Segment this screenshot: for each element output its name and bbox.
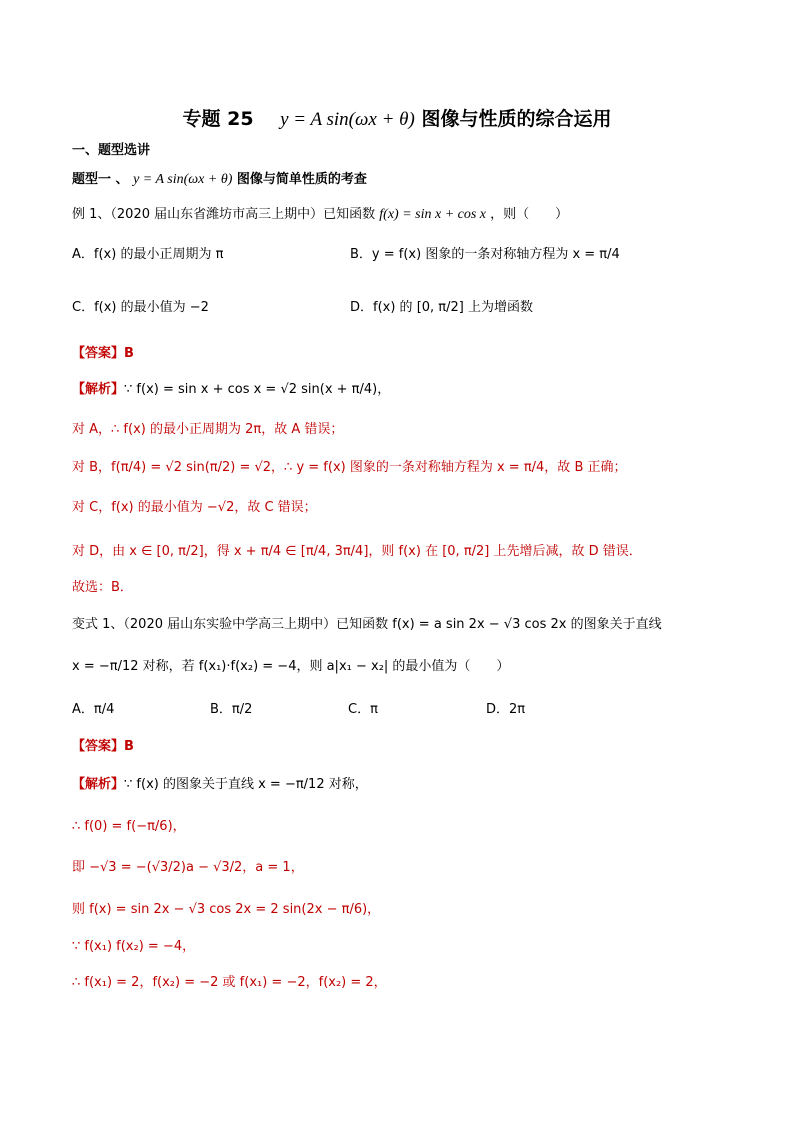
var1-analysis-text-1: ∵ f(x) 的图象关于直线 x = −π/12 对称， xyxy=(124,777,368,792)
ex1-stem-formula: f(x) = sin x + cos x xyxy=(379,207,487,222)
ex1-option-a: A．f(x) 的最小正周期为 π xyxy=(72,247,224,262)
ex1-answer: 【答案】B xyxy=(72,346,134,361)
document-title xyxy=(0,104,794,131)
ex1-option-b: B．y = f(x) 图象的一条对称轴方程为 x = π/4 xyxy=(350,247,620,262)
var1-answer: 【答案】B xyxy=(72,739,134,754)
var1-analysis-line-2: ∴ f(0) = f(−π/6)， xyxy=(72,819,186,834)
var1-option-b: B．π/2 xyxy=(210,702,253,717)
example-1-stem xyxy=(72,205,568,225)
var1-analysis-line-4: 则 f(x) = sin 2x − √3 cos 2x = 2 sin(2x − π/6)， xyxy=(72,902,381,917)
ex1-analysis-line-2: 对 A，∴ f(x) 的最小正周期为 2π，故 A 错误； xyxy=(72,422,344,437)
var1-option-d: D．2π xyxy=(486,702,526,717)
question-type-heading xyxy=(72,170,367,190)
ex1-option-c: C．f(x) 的最小值为 −2 xyxy=(72,300,209,315)
var1-analysis-line-3: 即 −√3 = −(√3/2)a − √3/2，a = 1， xyxy=(72,860,304,875)
var1-option-a: A．π/4 xyxy=(72,702,115,717)
title-suffix: 图像与性质的综合运用 xyxy=(421,108,612,130)
type-formula: y = A sin(ωx + θ) xyxy=(133,172,233,187)
variant-1-stem-line-1: 变式 1、（2020 届山东实验中学高三上期中）已知函数 f(x) = a sin 2x − √3 cos 2x 的图象关于直线 xyxy=(72,617,662,632)
title-formula: y = A sin(ωx + θ) xyxy=(280,109,415,130)
ex1-option-d: D．f(x) 的 [0, π/2] 上为增函数 xyxy=(350,300,533,315)
var1-analysis-line-5: ∵ f(x₁) f(x₂) = −4， xyxy=(72,939,196,954)
variant-1-stem-line-2: x = −π/12 对称，若 f(x₁)·f(x₂) = −4，则 a|x₁ − x₂| 的最小值为（ ） xyxy=(72,659,510,674)
section-heading: 一、题型选讲 xyxy=(72,143,151,158)
ex1-stem-suffix: ，则（ ） xyxy=(490,207,569,222)
var1-analysis-label: 【解析】 xyxy=(72,777,125,792)
ex1-analysis-text-1: ∵ f(x) = sin x + cos x = √2 sin(x + π/4)， xyxy=(124,382,391,397)
var1-analysis-line-1 xyxy=(72,775,368,795)
ex1-analysis-line-6: 故选：B． xyxy=(72,580,133,595)
ex1-analysis-line-1 xyxy=(72,380,390,400)
type-suffix: 图像与简单性质的考查 xyxy=(236,172,367,187)
title-prefix: 专题 25 xyxy=(182,108,254,130)
ex1-analysis-label: 【解析】 xyxy=(72,382,125,397)
var1-option-c: C．π xyxy=(348,702,378,717)
ex1-analysis-line-4: 对 C，f(x) 的最小值为 −√2，故 C 错误； xyxy=(72,500,317,515)
ex1-stem-prefix: 例 1、（2020 届山东省潍坊市高三上期中）已知函数 xyxy=(72,207,376,222)
var1-analysis-line-6: ∴ f(x₁) = 2，f(x₂) = −2 或 f(x₁) = −2，f(x₂) = 2， xyxy=(72,975,387,990)
ex1-analysis-line-5: 对 D，由 x ∈ [0, π/2]，得 x + π/4 ∈ [π/4, 3π/4]，则 f(x) 在 [0, π/2] 上先增后减，故 D 错误． xyxy=(72,544,642,559)
type-prefix: 题型一 、 xyxy=(72,172,129,187)
ex1-analysis-line-3: 对 B，f(π/4) = √2 sin(π/2) = √2，∴ y = f(x) 图象的一条对称轴方程为 x = π/4，故 B 正确； xyxy=(72,460,627,475)
